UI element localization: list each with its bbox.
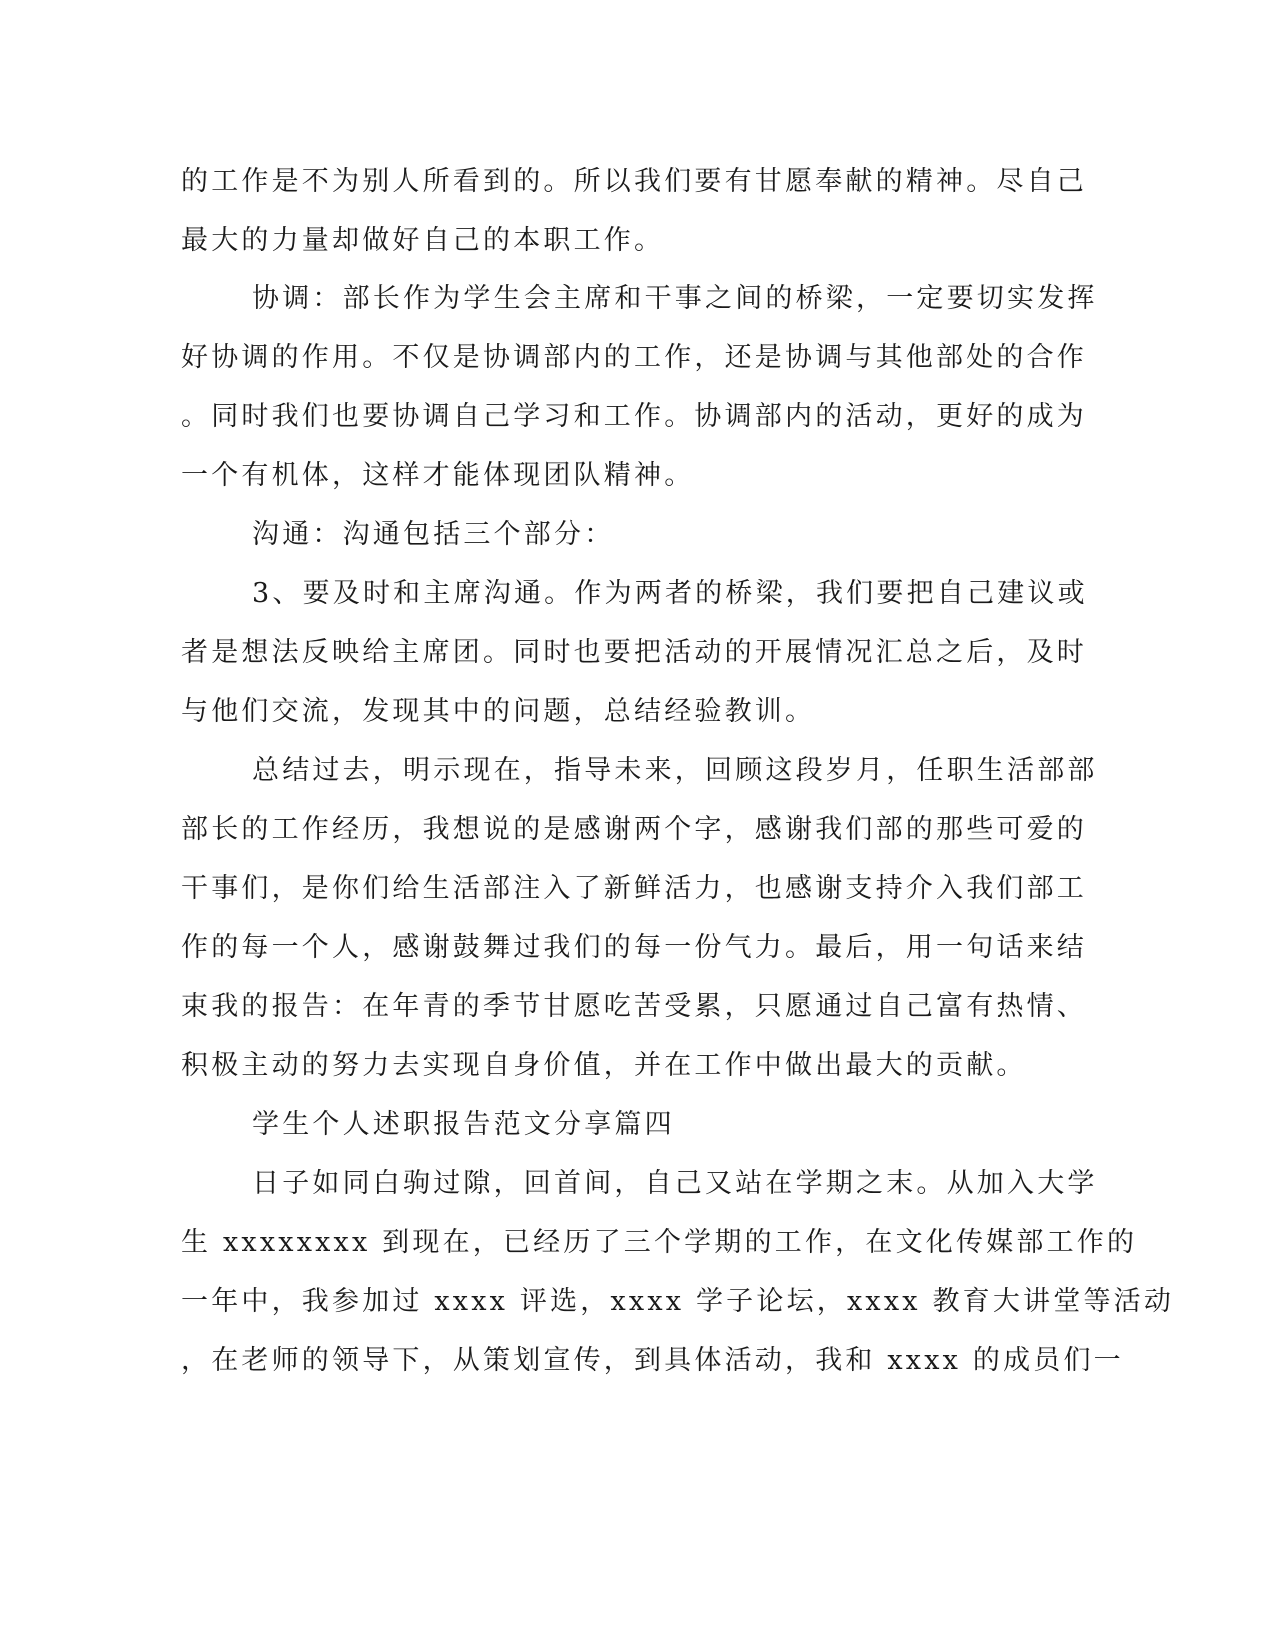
paragraph-start: 日子如同白驹过隙，回首间，自己又站在学期之末。从加入大学 [252,1168,1098,1199]
text-line: 积极主动的努力去实现自身价值，并在工作中做出最大的贡献。 [181,1050,1027,1081]
text-line: 干事们，是你们给生活部注入了新鲜活力，也感谢支持介入我们部工 [181,873,1087,904]
text-line: 的工作是不为别人所看到的。所以我们要有甘愿奉献的精神。尽自己 [181,166,1087,197]
paragraph-start: 3、要及时和主席沟通。作为两者的桥梁，我们要把自己建议或 [252,578,1088,609]
paragraph-start: 总结过去，明示现在，指导未来，回顾这段岁月，任职生活部部 [252,755,1098,786]
text-line: ，在老师的领导下，从策划宣传，到具体活动，我和 xxxx 的成员们一 [181,1345,1124,1376]
text-line: 一个有机体，这样才能体现团队精神。 [181,460,695,491]
text-line: 。同时我们也要协调自己学习和工作。协调部内的活动，更好的成为 [181,401,1087,432]
section-heading: 学生个人述职报告范文分享篇四 [252,1109,675,1140]
text-line: 部长的工作经历，我想说的是感谢两个字，感谢我们部的那些可爱的 [181,814,1087,845]
text-line: 一年中，我参加过 xxxx 评选，xxxx 学子论坛，xxxx 教育大讲堂等活动 [181,1286,1175,1317]
paragraph-start: 协调：部长作为学生会主席和干事之间的桥梁，一定要切实发挥 [252,283,1098,314]
text-line: 束我的报告：在年青的季节甘愿吃苦受累，只愿通过自己富有热情、 [181,991,1087,1022]
text-line: 作的每一个人，感谢鼓舞过我们的每一份气力。最后，用一句话来结 [181,932,1087,963]
text-line: 好协调的作用。不仅是协调部内的工作，还是协调与其他部处的合作 [181,342,1087,373]
paragraph-start: 沟通：沟通包括三个部分： [252,519,615,550]
text-line: 者是想法反映给主席团。同时也要把活动的开展情况汇总之后，及时 [181,637,1087,668]
text-line: 生 xxxxxxxx 到现在，已经历了三个学期的工作，在文化传媒部工作的 [181,1227,1138,1258]
text-line: 与他们交流，发现其中的问题，总结经验教训。 [181,696,816,727]
text-line: 最大的力量却做好自己的本职工作。 [181,225,665,256]
